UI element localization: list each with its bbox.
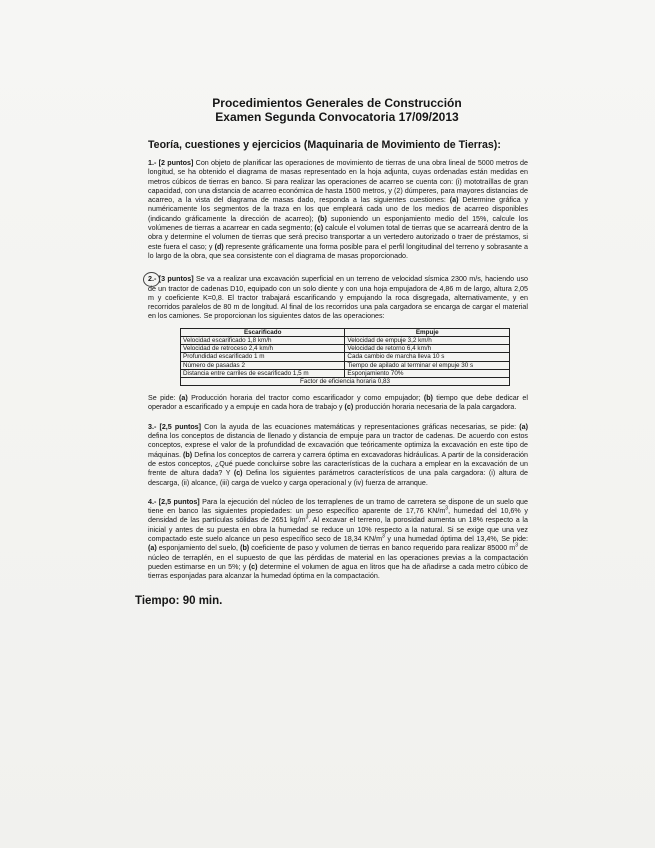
q2-label: 2.- [3 puntos] xyxy=(148,275,194,284)
q1-a-label: (a) xyxy=(449,196,459,205)
q3-c-label: (c) xyxy=(233,469,243,478)
table-cell: Velocidad de retorno 6,4 km/h xyxy=(345,345,510,353)
q1-c-label: (c) xyxy=(314,224,324,233)
q4-c-text: determine el volumen de agua en litros que ha de añadirse a cada metro cúbico de tierras esponjadas para alcanzar la humedad óptima en la compactación. xyxy=(148,562,528,581)
table-cell: Velocidad de retroceso 2,4 km/h xyxy=(181,345,345,353)
table-row xyxy=(181,369,510,377)
spacer xyxy=(130,488,528,498)
q4-a-label: (a) xyxy=(148,544,157,553)
q2-c-label: (c) xyxy=(344,403,354,412)
q1-d-text: represente gráficamente una forma posible para el perfil longitudinal del terreno y sobrasante a lo largo de la obra, que sea consistente con el diagrama de masas proporcionado. xyxy=(148,242,529,260)
q1-a-text: Determine gráfica y numéricamente los segmentos de la traza en los que empleará cada uno de los medios de acarreo disponibles (indicando gráficamente la dirección de acarreo); xyxy=(148,196,528,223)
exam-duration: Tiempo: 90 min. xyxy=(135,594,223,607)
table-footer-row xyxy=(181,377,510,385)
q4-text-2: , humedad del 10,6% y densidad de las partículas sólidas de 2651 kg/m xyxy=(148,507,528,525)
question-4 xyxy=(148,498,528,582)
question-2-block xyxy=(130,275,528,413)
question-2 xyxy=(148,275,528,321)
q3-intro: Con la ayuda de las ecuaciones matemáticas y representaciones gráficas necesarias, se pide: xyxy=(201,422,520,431)
q4-text-4: y una humedad óptima del 13,4%, Se pide: xyxy=(384,535,529,544)
q4-c-label: (c) xyxy=(248,562,258,571)
superscript: 3 xyxy=(445,505,449,512)
q1-intro: Con objeto de planificar las operaciones de movimiento de tierras de una obra lineal de 5000 metros de longitud, se ha obtenido el diagrama de masas representado en la hoja adjunta, cuyas ordenadas están medidas en metros cúbicos de tierras en banco. Si para realizar las operaciones de acarreo se cuenta con: (i) mototraíllas de gran capacidad, con una distancia de acarreo económica de hasta 1500 metros, y (2) dúmperes, para mayores distancias de acarreo, a la vista del diagrama de masas dado, responda a las siguientes cuestiones: xyxy=(148,159,529,205)
exam-title-line1: Procedimientos Generales de Construcción xyxy=(212,96,462,110)
question-2-ask xyxy=(148,394,528,413)
table-cell: Profundidad escarificado 1 m xyxy=(181,353,345,361)
section-title: Teoría, cuestiones y ejercicios (Maquinaria de Movimiento de Tierras): xyxy=(148,139,501,151)
table-row xyxy=(181,336,510,344)
q4-text-3: . Al excavar el terreno, la porosidad aumenta un 18% respecto a la inicial y antes de su puesta en obra la humedad se reduce un 10% respecto a la natural. Si se exige que una vez compactado este suelo alcance un peso específico seco de 18,34 KN/m xyxy=(148,516,528,544)
q1-b-label: (b) xyxy=(317,214,327,223)
q2-b-label: (b) xyxy=(423,394,433,403)
q2-intro: Se va a realizar una excavación superficial en un terreno de velocidad sísmica 2300 m/s, haciendo uso de un tractor de cadenas D10, equipado con un solo diente y con una hoja empujadora de 4,86 m de largo, altura 2,05 m y coeficiente K=0,8. El tractor trabajará escarificando y empujando la roca disgregada, alternativamente, y en recorridos paralelos de 80 m de longitud. Al final de los recorridos una pala cargadora se encarga de cargar el material en los camiones. Se proporcionan los siguientes datos de las operaciones: xyxy=(148,275,528,321)
superscript: 3 xyxy=(382,533,385,540)
q3-c-text: Defina los siguientes parámetros característicos de una pala cargadora: (i) altura de descarga, (ii) alcance, (iii) carga de vuelco y carga operacional y (iv) fuerza de arranque. xyxy=(148,469,528,487)
q3-b-text: Defina los conceptos de carrera y carrera óptima en excavadoras hidráulicas. A partir de la consideración de estos conceptos, ¿Qué puede concluirse sobre las características de la cuchara a emplear en la excavación de un frente de altura dada? Y xyxy=(148,450,528,478)
q3-b-label: (b) xyxy=(183,450,193,459)
q1-d-label: (d) xyxy=(214,242,224,251)
q2-a-text: Producción horaria del tractor como escarificador y como empujador; xyxy=(187,394,424,403)
table-cell: Velocidad de empuje 3,2 km/h xyxy=(345,336,510,344)
table-row xyxy=(181,345,510,353)
table-row xyxy=(181,361,510,369)
q4-a-text: esponjamiento del suelo, xyxy=(156,544,241,553)
q2-a-label: (a) xyxy=(178,394,188,403)
table-cell: Cada cambio de marcha lleva 10 s xyxy=(345,353,510,361)
table-row xyxy=(181,353,510,361)
q2-b-text: tiempo que debe dedicar el operador a escarificado y a empuje en cada hora de trabajo y xyxy=(148,394,528,412)
exam-sheet xyxy=(130,96,528,607)
q4-text-1: Para la ejecución del núcleo de los terraplenes de un tramo de carretera se dispone de un suelo que tiene en banco las siguientes propiedades: un peso específico aparente de 17,76 KN/m xyxy=(148,497,529,516)
table-cell: Esponjamiento 70% xyxy=(345,369,510,377)
table-header-cell: Empuje xyxy=(345,328,510,336)
q4-b-label: (b) xyxy=(240,544,250,553)
q3-a-label: (a) xyxy=(519,422,529,431)
superscript: 3 xyxy=(305,515,309,522)
spacer xyxy=(130,413,528,423)
q1-c-text: calcule el volumen total de tierras que se acarreará dentro de la obra y determine el volumen de tierras que será preciso transportar a un vertedero autorizado o traer de préstamos, si este fuera el caso; y xyxy=(148,224,529,251)
q2-c-text: producción horaria necesaria de la pala cargadora. xyxy=(353,403,517,412)
q1-b-text: suponiendo un esponjamiento medio del 15%, calcule los volúmenes de tierras a acarrear en cada segmento; xyxy=(148,214,528,233)
q2-ask-intro: Se pide: xyxy=(148,394,179,403)
table-cell: Distancia entre carriles de escarificado 1,5 m xyxy=(181,369,345,377)
table-header-row xyxy=(181,328,510,336)
table-cell: Velocidad escarificado 1,8 km/h xyxy=(181,336,345,344)
q3-a-text: defina los conceptos de distancia de llenado y distancia de empuje para un tractor de cadenas. De acuerdo con estos conceptos, exprese el valor de la profundidad de excavación que teóricamente optimiza la excavación en este tipo de máquinas. xyxy=(148,432,528,459)
table-cell: Número de pasadas 2 xyxy=(181,361,345,369)
q1-label: 1.- [2 puntos] xyxy=(148,159,194,167)
superscript: 3 xyxy=(515,542,518,549)
operations-table xyxy=(180,328,510,386)
efficiency-factor-cell: Factor de eficiencia horaria 0,83 xyxy=(181,377,510,385)
question-3 xyxy=(148,423,528,488)
q4-b-text-2: de núcleo de terraplén, en el supuesto de que las pérdidas de material en las operaciones previas a la compactación pueden estimarse en un 5%; y xyxy=(148,544,528,571)
exam-title-line2: Examen Segunda Convocatoria 17/09/2013 xyxy=(215,110,459,124)
table-header-cell: Escarificado xyxy=(181,328,345,336)
q4-b-text: coeficiente de paso y volumen de tierras en banco requerido para realizar 85000 m xyxy=(249,544,516,553)
question-1 xyxy=(148,159,528,261)
q4-label: 4.- [2,5 puntos] xyxy=(148,497,200,506)
table-cell: Tiempo de apilado al terminar el empuje 30 s xyxy=(345,361,510,369)
q3-label: 3.- [2,5 puntos] xyxy=(148,422,202,431)
